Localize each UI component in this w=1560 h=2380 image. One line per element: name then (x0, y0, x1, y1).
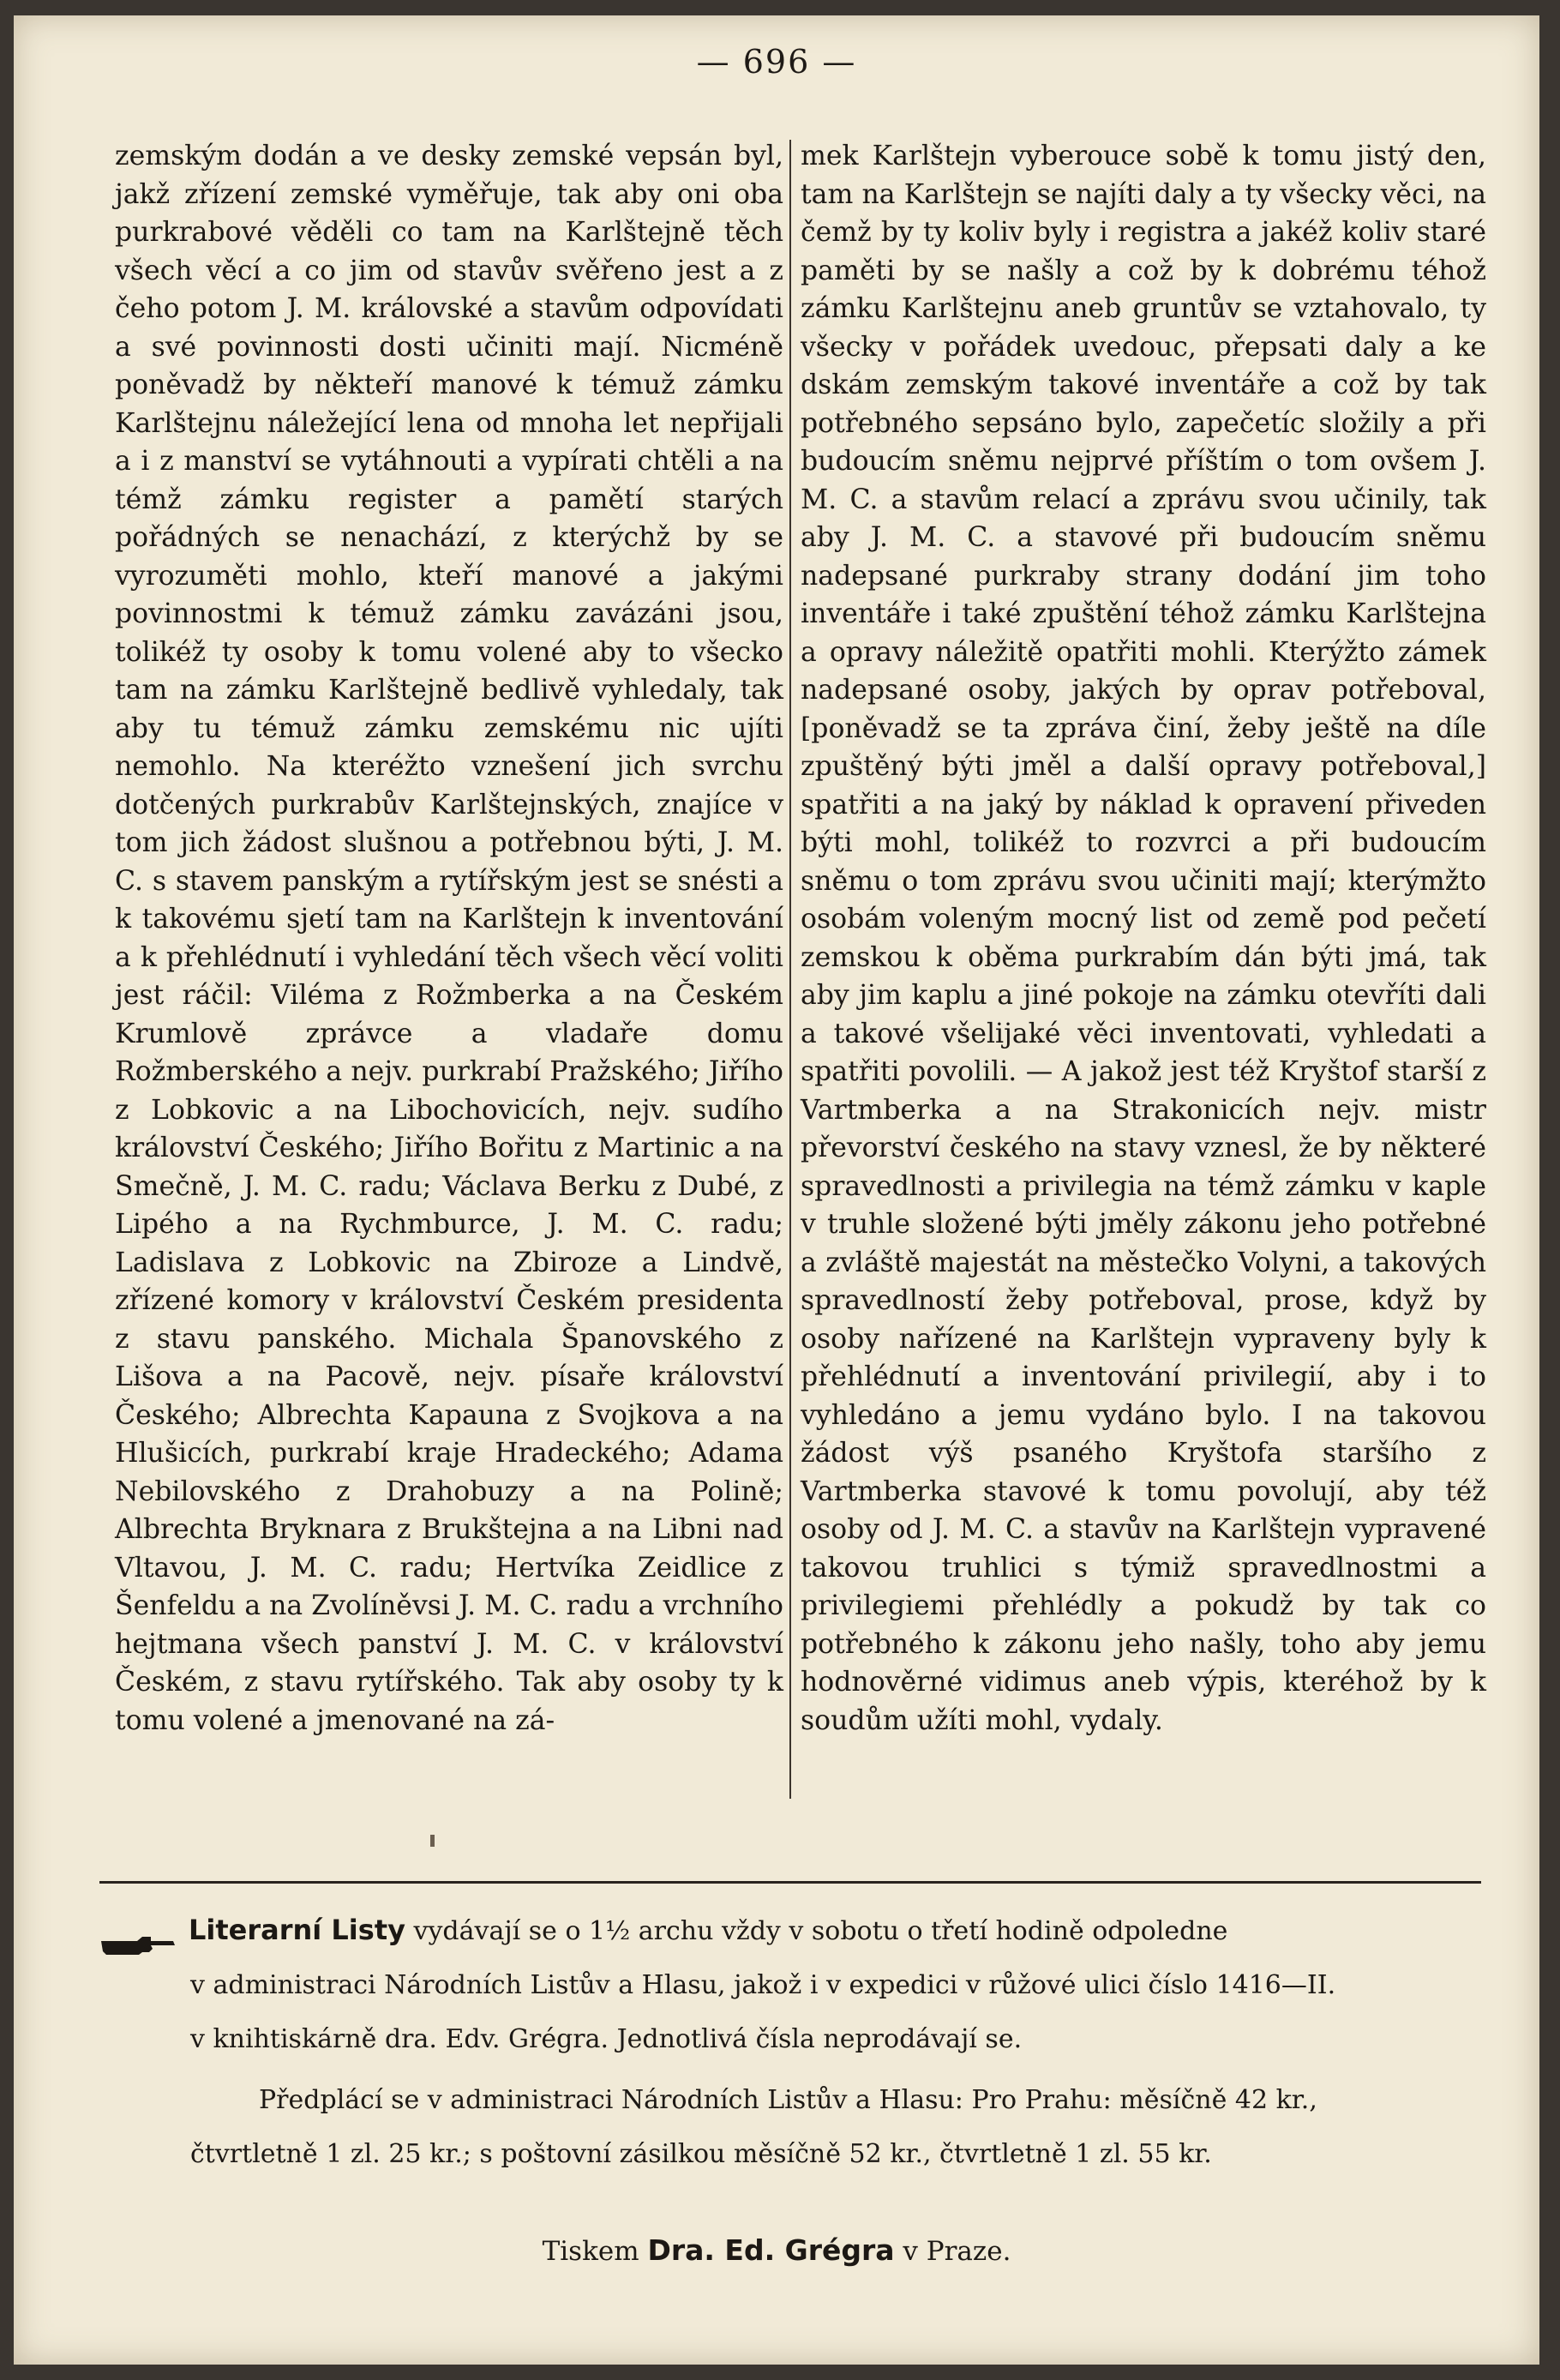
left-column-text: zemským dodán a ve desky zemské vepsán byl, jakž zřízení zemské vyměřuje, tak aby oni oba purkrabové věděli co tam na Karlštejně těch všech věcí a co jim od stavův svěřeno jest a z čeho potom J. M. královské a stavům odpovídati a své povinnosti dosti učiniti mají. Nicméně poněvadž by někteří manové k témuž zámku Karlštejnu náležející lena od mnoha let nepřijali a i z manství se vytáhnouti a vypírati chtěli a na témž zámku register a pamětí starých pořádných se nenachází, z kterýchž by se vyrozuměti mohlo, kteří manové a jakými povinnostmi k témuž zámku zavázáni jsou, tolikéž ty osoby k tomu volené aby to všecko tam na zámku Karlštejně bedlivě vyhledaly, tak aby tu témuž zámku zemskému nic ujíti nemohlo. Na kteréžto vznešení jich svrchu dotčených purkrabův Karlštejnských, znajíce v tom jich žádost slušnou a potřebnou býti, J. M. C. s stavem panským a rytířským jest se snésti a k takovému sjetí tam na Karlštejn k inventování a k přehlédnutí i vyhledání těch všech věcí voliti jest ráčil: Viléma z Rožmberka a na Českém Krumlově zprávce a vladaře domu Rožmberského a nejv. purkrabí Pražského; Jiřího z Lobkovic a na Libochovicích, nejv. sudího království Českého; Jiřího Bořitu z Martinic a na Smečně, J. M. C. radu; Václava Berku z Dubé, z Lipého a na Rychmburce, J. M. C. radu; Ladislava z Lobkovic na Zbiroze a Lindvě, zřízené komory v království Českém presidenta z stavu panského. Michala Španovského z Lišova a na Pacově, nejv. písaře království Českého; Albrechta Kapauna z Svojkova a na Hlušicích, purkrabí kraje Hradeckého; Adama Nebilovského z Drahobuzy a na Polině; Albrechta Bryknara z Brukštejna a na Libni nad Vltavou, J. M. C. radu; Hertvíka Zeidlice z Šenfeldu a na Zvolíněvsi J. M. C. radu a vrchního hejtmana všech panství J. M. C. v království Českém, z stavu rytířského. Tak aby osoby ty k tomu volené a jmenované na zá- (115, 141, 783, 1736)
page-number: — 696 — (696, 43, 857, 81)
ink-mark (430, 1835, 435, 1847)
notice-line-1-text: vydávají se o 1½ archu vždy v sobotu o třetí hodině odpoledne (413, 1916, 1228, 1946)
publication-notice (99, 1903, 1481, 2181)
notice-line-1 (99, 1903, 1481, 1958)
printer-imprint (14, 2233, 1539, 2267)
footer-rule (99, 1881, 1481, 1884)
newspaper-page (14, 15, 1539, 2365)
subscription-line-1: Předplácí se v administraci Národních Listův a Hlasu: Pro Prahu: měsíčně 42 kr., (259, 2085, 1317, 2115)
publication-name: Literarní Listy (189, 1914, 405, 1946)
printer-suffix: v Praze. (903, 2236, 1011, 2267)
notice-line-3: v knihtiskárně dra. Edv. Grégra. Jednotlivá čísla neprodávají se. (190, 2024, 1023, 2054)
notice-line-2: v administraci Národních Listův a Hlasu, jakož i v expedici v růžové ulici číslo 1416—II. (190, 1970, 1336, 2000)
printer-name: Dra. Ed. Grégra (647, 2233, 895, 2267)
printer-prefix: Tiskem (542, 2236, 639, 2267)
right-column-text: mek Karlštejn vyberouce sobě k tomu jistý den, tam na Karlštejn se najíti daly a ty všecky věci, na čemž by ty koliv byly i registra a jakéž koliv staré paměti by se našly a což by k dobrému téhož zámku Karlštejnu aneb gruntův se vztahovalo, ty všecky v pořádek uvedouc, přepsati daly a ke dskám zemským takové inventáře a což by tak potřebného sepsáno bylo, zapečetíc složily a při budoucím sněmu nejprvé příštím o tom ovšem J. M. C. a stavům relací a zprávu svou učinily, tak aby J. M. C. a stavové při budoucím sněmu nadepsané purkraby strany dodání jim toho inventáře i také zpuštění téhož zámku Karlštejna a opravy náležitě opatřiti mohli. Kterýžto zámek nadepsané osoby, jakých by oprav potřeboval, [poněvadž se ta zpráva činí, žeby ještě na díle zpuštěný býti jměl a další opravy potřeboval,] spatřiti a na jaký by náklad k opravení přiveden býti mohl, tolikéž to rozvrci a při budoucím sněmu o tom zprávu svou učiniti mají; kterýmžto osobám voleným mocný list od země pod pečetí zemskou k oběma purkrabím dán býti jmá, tak aby jim kaplu a jiné pokoje na zámku otevříti dali a takové všelijaké věci inventovati, vyhledati a spatřiti povolili. — A jakož jest též Kryštof starší z Vartmberka a na Strakonicích nejv. mistr převorství českého na stavy vznesl, že by některé spravedlnosti a privilegia na témž zámku v kaple v truhle složené býti jměly zákonu jeho potřebné a zvláště majestát na městečko Volyni, a takových spravedlností žeby potřeboval, prose, když by osoby nařízené na Karlštejn vypraveny byly k přehlédnutí a inventování privilegií, aby i to vyhledáno a jemu vydáno bylo. I na takovou žádost výš psaného Kryštofa staršího z Vartmberka stavové k tomu povolují, aby též osoby od J. M. C. a stavův na Karlštejn vypravené takovou truhlici s týmiž spravedlnostmi a privilegiemi přehlédly a pokudž by tak co potřebného k zákonu jeho našly, toho aby jemu hodnověrné vidimus aneb výpis, kteréhož by k soudům užíti mohl, vydaly. (801, 141, 1486, 1736)
right-column (801, 137, 1486, 1740)
subscription-line-2: čtvrtletně 1 zl. 25 kr.; s poštovní zásilkou měsíčně 52 kr., čtvrtletně 1 zl. 55 kr. (190, 2139, 1212, 2169)
left-column (115, 137, 783, 1740)
pointing-hand-icon (99, 1921, 177, 1944)
column-divider (789, 140, 791, 1799)
